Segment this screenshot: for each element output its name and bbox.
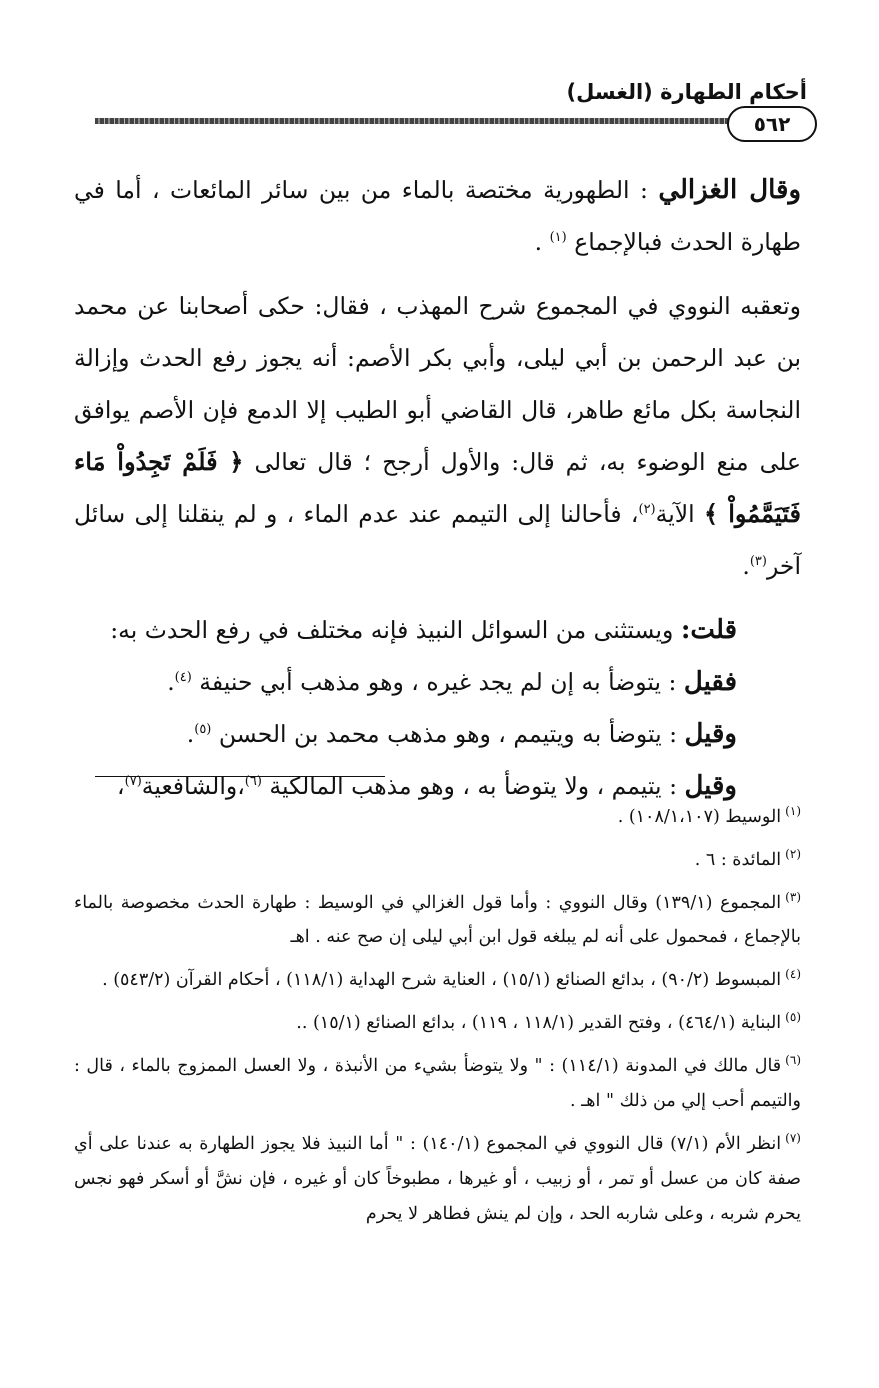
footnote-text: المبسوط (٩٠/٢) ، بدائع الصنائع (١٥/١) ، العناية شرح الهداية (١١٨/١) ، أحكام القرآن (٥٤٣/٢) .	[102, 970, 782, 991]
paragraph-ghazali	[74, 164, 801, 268]
footnote-number: (١)	[785, 804, 801, 818]
paragraph-text: ،والشافعية	[141, 772, 245, 800]
paragraph-opinion-1	[74, 656, 801, 708]
footnote-text: البناية (٤٦٤/١) ، وفتح القدير (١١٨/١ ، ١١٩) ، بدائع الصنائع (١٥/١) ..	[296, 1013, 782, 1034]
paragraph-nawawi	[74, 280, 801, 592]
paragraph-text: وتعقبه النووي في المجموع شرح المهذب ، فقال: حكى أصحابنا عن محمد بن عبد الرحمن بن أبي ليلى، وأبي بكر الأصم: أنه يجوز رفع الحدث وإزالة النجاسة بكل مائع طاهر، قال القاضي أبو الطيب إلا الدمع فإن الأصم يوافق على منع الوضوء به، ثم قال: والأول أرجح ؛ قال تعالى	[74, 292, 801, 476]
paragraph-label: فقيل	[683, 667, 737, 697]
footnote-text: الوسيط (١٠٨/١،١٠٧) .	[617, 806, 782, 827]
paragraph-text: : يتوضأ به إن لم يجد غيره ، وهو مذهب أبي حنيفة	[191, 668, 684, 696]
footnote-ref: (٣)	[749, 554, 767, 570]
paragraph-label: وقيل	[684, 719, 737, 749]
footnote-ref: (٥)	[194, 722, 212, 738]
running-title: أحكام الطهارة (الغسل)	[566, 80, 807, 104]
paragraph-text: ، فأحالنا إلى التيمم عند عدم الماء ، و لم ينقلنا إلى سائل آخر	[74, 500, 801, 580]
footnote-number: (٥)	[785, 1010, 801, 1025]
footnote-number: (٣)	[785, 889, 801, 904]
footnotes	[74, 794, 801, 1234]
footnote	[74, 957, 801, 998]
header-rule	[95, 118, 729, 124]
paragraph-end: .	[534, 228, 550, 256]
footnote-separator	[95, 776, 385, 777]
paragraph-end: .	[186, 720, 195, 748]
footnote	[74, 1043, 801, 1119]
footnote	[74, 1121, 801, 1232]
paragraph-text: ويستثنى من السوائل النبيذ فإنه مختلف في رفع الحدث به:	[110, 616, 681, 644]
footnote-number: (٢)	[785, 846, 801, 861]
paragraph-text: : يتوضأ به ويتيمم ، وهو مذهب محمد بن الحسن	[211, 720, 685, 748]
paragraph-text: : يتيمم ، ولا يتوضأ به ، وهو مذهب المالكية	[261, 772, 685, 800]
footnote	[74, 1000, 801, 1041]
footnote-number: (٤)	[785, 967, 801, 982]
paragraph-label: وقال الغزالي	[658, 175, 801, 205]
footnote-ref: (٧)	[124, 774, 142, 790]
paragraph-text: : الطهورية مختصة بالماء من بين سائر المائعات ، أما في طهارة الحدث فبالإجماع	[74, 176, 801, 256]
footnote-ref: (١)	[549, 230, 567, 246]
footnote-ref: (٦)	[244, 774, 262, 790]
paragraph-qultu	[74, 604, 801, 656]
footnote	[74, 794, 801, 835]
footnote-number: (٧)	[785, 1130, 801, 1145]
paragraph-end: .	[742, 552, 750, 580]
footnote	[74, 837, 801, 878]
quran-verse: ﴿ فَلَمْ تَجِدُواْ مَاء فَتَيَمَّمُواْ ﴾	[74, 447, 801, 528]
paragraph-end: ،	[117, 772, 125, 800]
paragraph-end: .	[167, 668, 175, 696]
paragraph-label: قلت:	[680, 615, 737, 645]
footnote-text: المائدة : ٦ .	[694, 849, 782, 870]
footnote-text: انظر الأم (٧/١) قال النووي في المجموع (١٤٠/١) : " أما النبيذ فلا يجوز الطهارة به عندنا على أي صفة كان من عسل أو تمر ، أو زبيب ، أو غيرها ، مطبوخاً كان أو غيره ، فإن نشَّ أو أسكر فهو نجس يحرم شربه ، وعلى شاربه الحد ، وإن لم ينش فطاهر لا يحرم	[74, 1133, 801, 1224]
paragraph-label: وقيل	[684, 771, 737, 801]
footnote-text: المجموع (١٣٩/١) وقال النووي : وأما قول الغزالي في الوسيط : طهارة الحدث مخصوصة بالماء بالإجماع ، فمحمول على أنه لم يبلغه قول ابن أبي ليلى إن صح عنه . اهـ	[74, 892, 801, 948]
footnote-ref: (٢)	[638, 502, 656, 518]
footnote-number: (٦)	[785, 1053, 801, 1068]
paragraph-opinion-2	[74, 708, 801, 760]
footnote	[74, 880, 801, 956]
main-text	[74, 164, 801, 812]
page-number: ٥٦٢	[727, 106, 817, 142]
footnote-ref: (٤)	[174, 670, 192, 686]
paragraph-text: الآية	[655, 500, 704, 528]
footnote-text: قال مالك في المدونة (١١٤/١) : " ولا يتوضأ بشيء من الأنبذة ، ولا العسل الممزوج بالماء ، قال : والتيمم أحب إلي من ذلك " اهـ .	[74, 1055, 801, 1111]
